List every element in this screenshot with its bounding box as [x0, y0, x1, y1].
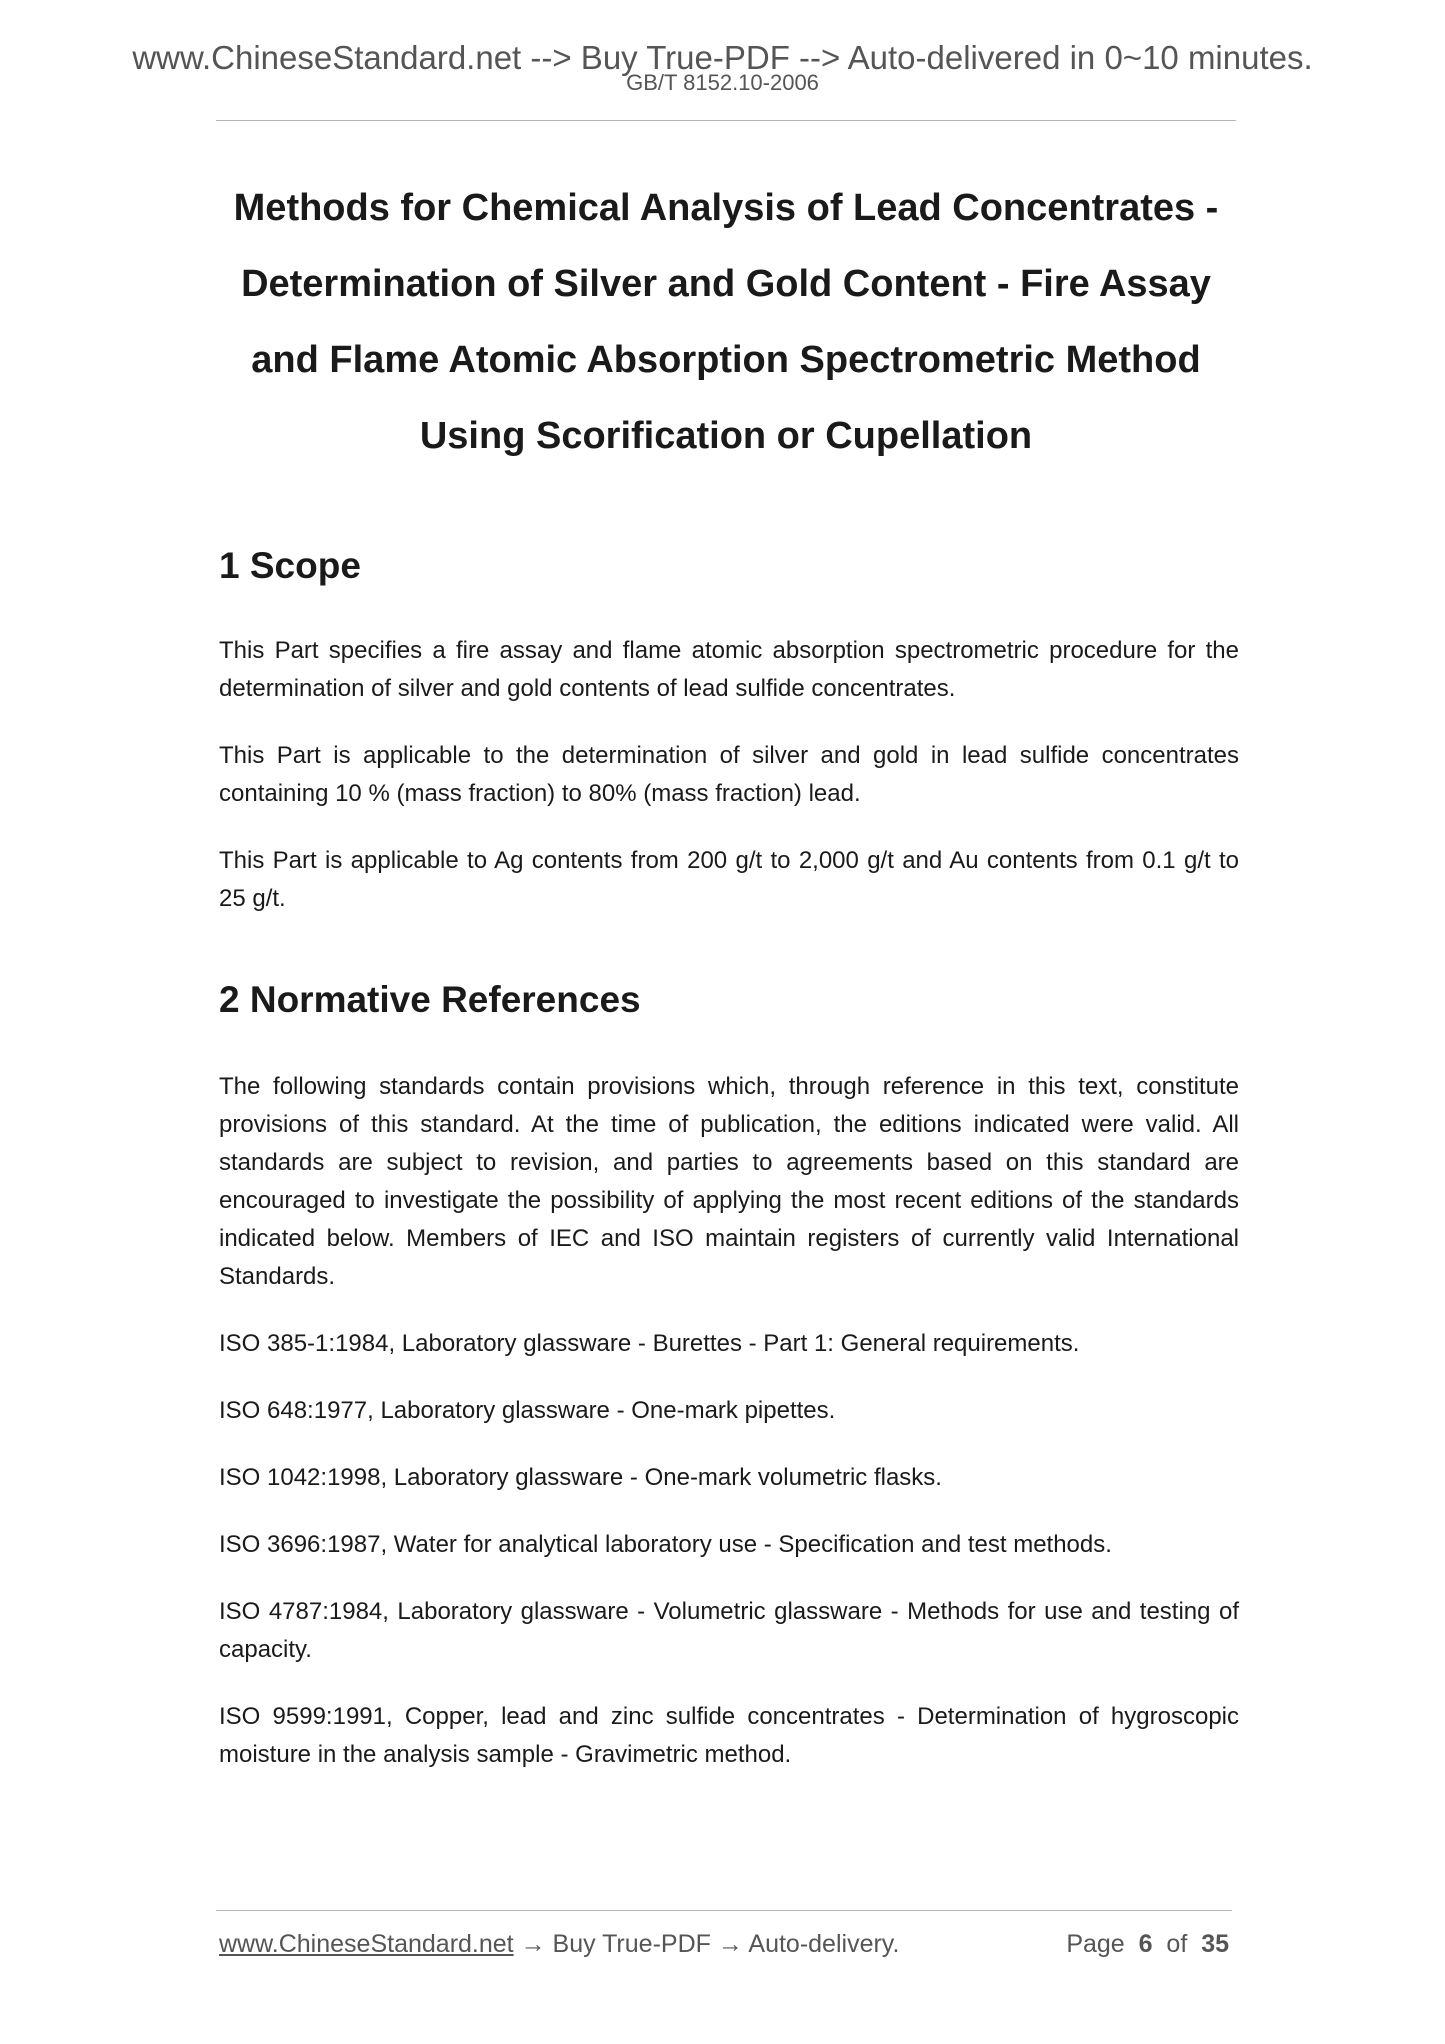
page-total: 35 — [1201, 1930, 1229, 1958]
of-label: of — [1166, 1930, 1188, 1958]
paragraph: This Part is applicable to the determination of silver and gold in lead sulfide concentrates containing 10 % (mass fraction) to 80% (mass fraction) lead. — [219, 742, 1239, 807]
paragraph: The following standards contain provisions which, through reference in this text, constitute provisions of this standard. At the time of publication, the editions indicated were valid. All standards are subject to revision, and parties to agreements based on this standard are encouraged to investigate the possibility of applying the most recent editions of the standards indicated below. Members of IEC and ISO maintain registers of currently valid International Standards. — [219, 1073, 1239, 1290]
section-normative-references — [219, 972, 1239, 1774]
paragraph: This Part is applicable to Ag contents from 200 g/t to 2,000 g/t and Au contents from 0.1 g/t to 25 g/t. — [219, 847, 1239, 912]
page-number: 6 — [1138, 1930, 1153, 1958]
reference-item: ISO 1042:1998, Laboratory glassware - One-mark volumetric flasks. — [219, 1464, 942, 1491]
footer-divider — [216, 1910, 1232, 1911]
section-heading: 2 Normative References — [219, 979, 641, 1020]
title-line: Methods for Chemical Analysis of Lead Concentrates - — [233, 187, 1219, 229]
standard-code: GB/T 8152.10-2006 — [626, 70, 819, 95]
section-heading: 1 Scope — [219, 545, 361, 586]
reference-item: ISO 648:1977, Laboratory glassware - One-mark pipettes. — [219, 1397, 836, 1424]
section-scope — [219, 538, 1239, 918]
title-line: Using Scorification or Cupellation — [419, 415, 1033, 457]
header-divider — [216, 120, 1236, 121]
top-banner: www.ChineseStandard.net --> Buy True-PDF --> Auto-delivered in 0~10 minutes. — [132, 39, 1313, 76]
reference-item: ISO 3696:1987, Water for analytical laboratory use - Specification and test methods. — [219, 1531, 1112, 1558]
document-body — [219, 538, 1239, 1774]
title-line: and Flame Atomic Absorption Spectrometric Method — [251, 339, 1201, 381]
reference-item: ISO 4787:1984, Laboratory glassware - Volumetric glassware - Methods for use and testing of capacity. — [219, 1598, 1239, 1663]
footer-site-link[interactable]: www.ChineseStandard.net — [219, 1930, 514, 1958]
paragraph: This Part specifies a fire assay and flame atomic absorption spectrometric procedure for the determination of silver and gold contents of lead sulfide concentrates. — [219, 637, 1239, 702]
page-indicator — [1066, 1926, 1229, 1962]
page-label: Page — [1066, 1930, 1125, 1958]
document-title — [216, 170, 1236, 474]
title-line: Determination of Silver and Gold Content - Fire Assay — [241, 263, 1211, 305]
reference-item: ISO 385-1:1984, Laboratory glassware - Burettes - Part 1: General requirements. — [219, 1330, 1080, 1357]
footer-left — [219, 1926, 899, 1962]
footer-tagline: → Buy True-PDF → Auto-delivery. — [513, 1930, 900, 1958]
reference-item: ISO 9599:1991, Copper, lead and zinc sulfide concentrates - Determination of hygroscopic moisture in the analysis sample - Gravimetric method. — [219, 1703, 1239, 1768]
